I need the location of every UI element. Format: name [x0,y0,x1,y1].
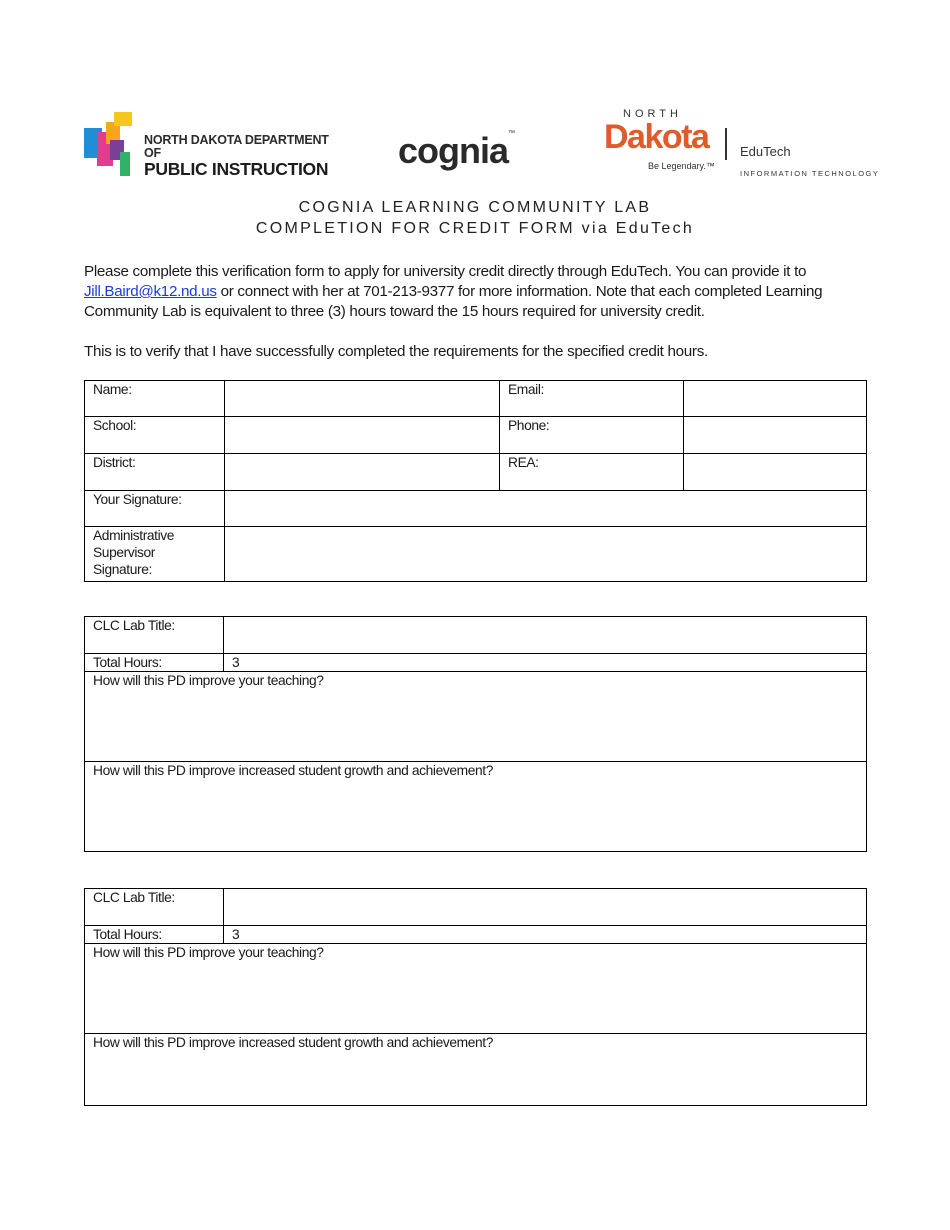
supervisor-label-line2: Supervisor [93,545,155,560]
supervisor-signature-field[interactable] [225,527,867,582]
supervisor-label-line3: Signature: [93,562,152,577]
lab-1-table [84,616,867,852]
logo-bar [0,100,950,190]
lab-2-teaching-question[interactable]: How will this PD improve your teaching? [85,944,867,1034]
lab-2-hours-value[interactable]: 3 [224,926,867,944]
rea-field[interactable] [684,454,867,491]
phone-field[interactable] [684,417,867,454]
signature-field[interactable] [225,491,867,527]
north-dakota-edutech-logo [604,108,894,178]
lab-1-title-field[interactable] [224,617,867,654]
lab-1-student-growth-question[interactable]: How will this PD improve increased student growth and achievement? [85,762,867,852]
signature-label: Your Signature: [85,491,225,527]
cognia-logo-text: cognia [398,130,509,171]
lab-2-title-field[interactable] [224,889,867,926]
email-label: Email: [500,381,684,417]
supervisor-label-line1: Administrative [93,528,175,543]
school-label: School: [85,417,225,454]
lab-1-hours-value[interactable]: 3 [224,654,867,672]
cognia-trademark: ™ [508,130,515,137]
intro-paragraph [84,262,874,322]
ndpi-logo-line2: PUBLIC INSTRUCTION [144,159,329,179]
participant-info-table [84,380,867,582]
intro-text-after: or connect with her at 701-213-9377 for more information. Note that each completed Learning Community Lab is equivalent to three (3) hours toward the 15 hours required for university credit. [84,283,823,320]
intro-text-before: Please complete this verification form to apply for university credit directly through EduTech. You can provide it to [84,263,807,280]
logo-tagline: Be Legendary.™ [648,161,715,171]
district-label: District: [85,454,225,491]
logo-it-text: INFORMATION TECHNOLOGY [740,169,880,178]
logo-dakota-text: Dakota [604,118,709,156]
logo-north-text: NORTH [623,108,682,120]
form-title-line2: COMPLETION FOR CREDIT FORM via EduTech [255,220,695,237]
name-label: Name: [85,381,225,417]
supervisor-signature-label [85,527,225,582]
school-field[interactable] [225,417,500,454]
district-field[interactable] [225,454,500,491]
lab-1-title-label: CLC Lab Title: [85,617,224,654]
lab-2-hours-label: Total Hours: [85,926,224,944]
logo-divider [725,128,727,160]
contact-email-link[interactable]: Jill.Baird@k12.nd.us [84,283,217,300]
ndpi-logo [84,112,344,180]
rea-label: REA: [500,454,684,491]
lab-1-hours-label: Total Hours: [85,654,224,672]
phone-label: Phone: [500,417,684,454]
ndpi-emblem-icon [84,112,136,178]
logo-edutech-text: EduTech [740,144,791,159]
name-field[interactable] [225,381,500,417]
lab-2-table [84,888,867,1106]
lab-2-title-label: CLC Lab Title: [85,889,224,926]
ndpi-logo-line1: NORTH DAKOTA DEPARTMENT OF [144,133,329,160]
verification-statement: This is to verify that I have successfully completed the requirements for the specified credit hours. [84,343,708,360]
lab-2-student-growth-question[interactable]: How will this PD improve increased student growth and achievement? [85,1034,867,1106]
email-field[interactable] [684,381,867,417]
cognia-logo [398,130,514,172]
lab-1-teaching-question[interactable]: How will this PD improve your teaching? [85,672,867,762]
form-title-line1: COGNIA LEARNING COMMUNITY LAB [298,199,652,216]
